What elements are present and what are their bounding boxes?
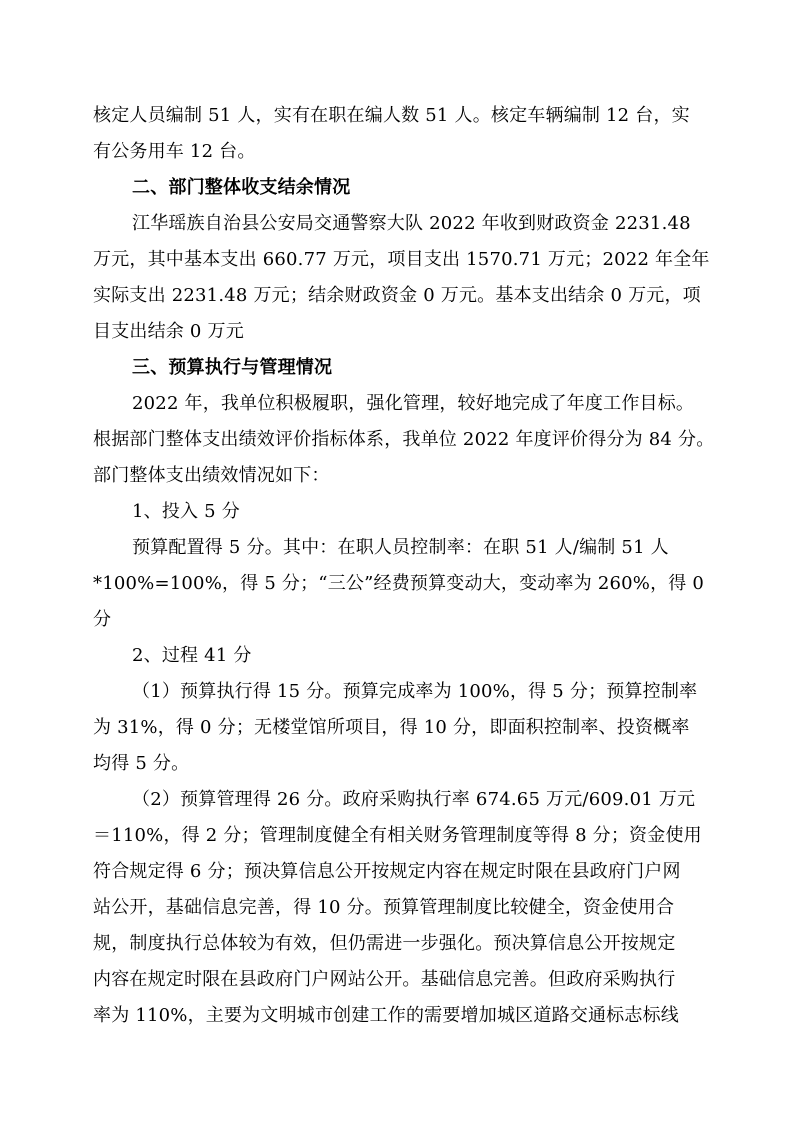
text-line: 率为 110%，主要为文明城市创建工作的需要增加城区道路交通标志标线 — [93, 1005, 679, 1026]
text-line: 部门整体支出绩效情况如下： — [93, 465, 330, 486]
text-line: 万元，其中基本支出 660.77 万元，项目支出 1570.71 万元；2022 年全年 — [93, 249, 710, 270]
text-line: 站公开，基础信息完善，得 10 分。预算管理制度比较健全，资金使用合 — [93, 897, 675, 918]
text-line: （1）预算执行得 15 分。预算完成率为 100%，得 5 分；预算控制率 — [132, 681, 698, 702]
text-line: 目支出结余 0 万元 — [93, 321, 244, 342]
text-line: ＝110%，得 2 分；管理制度健全有相关财务管理制度等得 8 分；资金使用 — [93, 825, 702, 846]
text-line: 核定人员编制 51 人，实有在职在编人数 51 人。核定车辆编制 12 台，实 — [93, 105, 690, 126]
text-line: 有公务用车 12 台。 — [93, 141, 256, 162]
text-line: 为 31%，得 0 分；无楼堂馆所项目，得 10 分，即面积控制率、投资概率 — [93, 717, 690, 738]
text-line: 内容在规定时限在县政府门户网站公开。基础信息完善。但政府采购执行 — [93, 969, 676, 990]
section-heading: 三、预算执行与管理情况 — [132, 357, 333, 378]
text-line: 2022 年，我单位积极履职，强化管理，较好地完成了年度工作目标。 — [132, 393, 695, 414]
text-line: 均得 5 分。 — [93, 753, 190, 774]
text-line: （2）预算管理得 26 分。政府采购执行率 674.65 万元/609.01 万元 — [132, 789, 696, 810]
text-line: 实际支出 2231.48 万元；结余财政资金 0 万元。基本支出结余 0 万元，项 — [93, 285, 701, 306]
text-line: 分 — [93, 609, 112, 630]
subsection-heading: 2、过程 41 分 — [132, 645, 252, 666]
text-line: 规，制度执行总体较为有效，但仍需进一步强化。预决算信息公开按规定 — [93, 933, 676, 954]
text-line: 江华瑶族自治县公安局交通警察大队 2022 年收到财政资金 2231.48 — [132, 213, 691, 234]
subsection-heading: 1、投入 5 分 — [132, 501, 240, 522]
text-line: 根据部门整体支出绩效评价指标体系，我单位 2022 年度评价得分为 84 分。 — [93, 429, 715, 450]
section-heading: 二、部门整体收支结余情况 — [132, 177, 351, 198]
text-line: 预算配置得 5 分。其中：在职人员控制率：在职 51 人/编制 51 人 — [132, 537, 669, 558]
text-line: 符合规定得 6 分；预决算信息公开按规定内容在规定时限在县政府门户网 — [93, 861, 681, 882]
text-line: *100%=100%，得 5 分；“三公”经费预算变动大，变动率为 260%，得 0 — [93, 573, 705, 594]
